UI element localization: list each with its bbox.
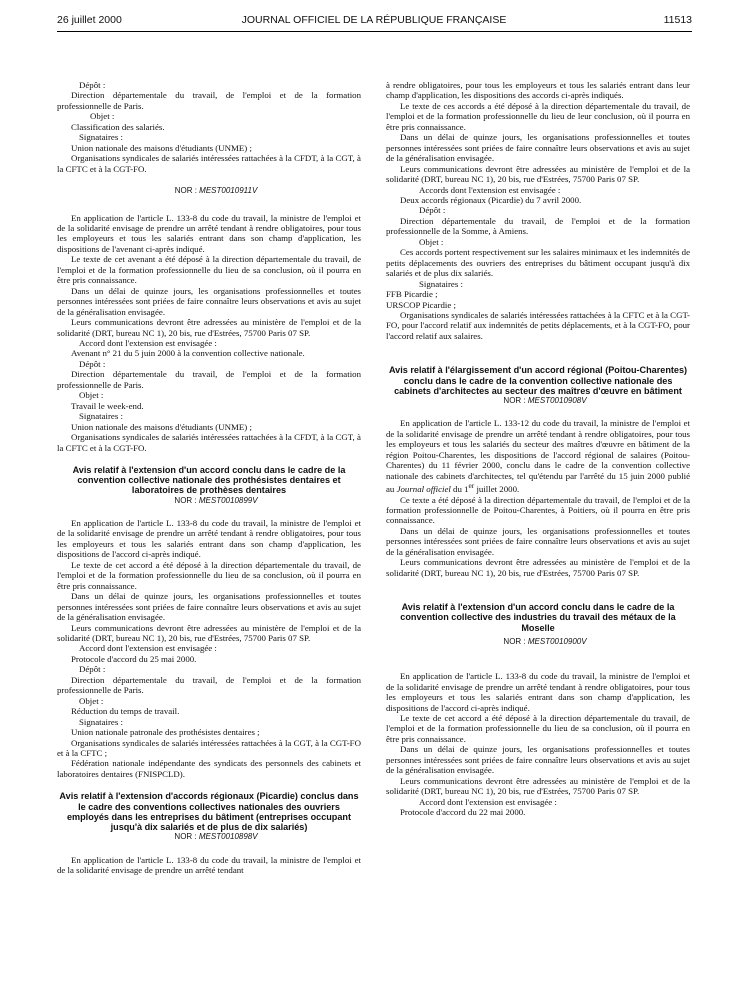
nor-code: MEST0010900V [527,636,587,646]
label-signataires: Signataires : [79,716,123,727]
body-paragraph: Leurs communications devront être adressées au ministère de l'emploi et de la solidarité (DRT, bureau NC 1), 20 bis, rue d'Estrées, 75700 Paris 07 SP. [386,775,690,797]
body-paragraph: Le texte de cet avenant a été déposé à la direction départementale du travail, de l'emploi et de la formation professionnelle du lieu de sa conclusion, où il pourra en être pris connaissance. [57,254,361,286]
nor-code: MEST0010899V [198,495,258,505]
depot-text: Direction départementale du travail, de l'emploi et de la formation professionnelle de Paris. [57,369,361,390]
nor-code: MEST0010911V [199,186,258,196]
nor-code: MEST0010898V [198,832,258,842]
accord-text: Avenant n° 21 du 5 juin 2000 à la convention collective nationale. [71,348,305,359]
signataire-item: URSCOP Picardie ; [386,299,456,310]
body-paragraph: Dans un délai de quinze jours, les organisations professionnelles et toutes personnes intéressées sont priées de faire connaître leurs observations et avis au sujet de la généralisation envisagée. [57,591,361,623]
body-paragraph: Dans un délai de quinze jours, les organisations professionnelles et toutes personnes intéressées sont priées de faire connaître leurs observations et avis au sujet de la généralisation envisagée. [386,525,690,557]
accord-text: Deux accords régionaux (Picardie) du 7 avril 2000. [400,194,582,205]
accord-text: Protocole d'accord du 22 mai 2000. [400,807,526,818]
nor-reference [57,186,361,196]
body-paragraph: Ce texte a été déposé à la direction départementale du travail, de l'emploi et de la formation professionnelle de Poitou-Charentes, à Poitiers, où il pourra en être pris connaissance. [386,494,690,526]
nor-label: NOR : [174,186,200,196]
body-text: En application de l'article L. 133-12 du code du travail, la ministre de l'emploi et de la solidarité envisage de prendre un arrêté tendant à rendre obligatoires, pour tous les employeurs et tous les salariés du secteur des maîtres d'œuvre en bâtiment de la région Poitou-Charentes, les dispositions de l'accord régional de salaires (Poitou-Charentes) du 11 février 2000, conclu dans le cadre de la convention collective nationale des cabinets d'architectes, tel qu'étendu par l'arrêté du 15 juin 2000 publié au [386,418,690,495]
nor-reference [386,396,690,406]
body-text: du 1 [450,484,469,495]
objet-text: Classification des salariés. [71,121,165,132]
label-signataires: Signataires : [79,132,123,143]
label-objet: Objet : [419,236,444,247]
depot-text: Direction départementale du travail, de l'emploi et de la formation professionnelle de Paris. [57,90,361,111]
label-objet: Objet : [79,390,104,401]
section-heading: Avis relatif à l'extension d'un accord conclu dans le cadre de la convention collective nationale des prothésistes dentaires et laboratoires de prothèses dentaires [72,464,346,496]
body-paragraph: à rendre obligatoires, pour tous les employeurs et tous les salariés entrant dans leur champ d'application, les dispositions des accords ci-après indiqués. [386,80,690,101]
label-depot: Dépôt : [79,80,106,90]
body-paragraph: Leurs communications devront être adressées au ministère de l'emploi et de la solidarité (DRT, bureau NC 1), 20 bis, rue d'Estrées, 75700 Paris 07 SP. [386,557,690,578]
body-paragraph: Leurs communications devront être adressées au ministère de l'emploi et de la solidarité (DRT, bureau NC 1), 20 bis, rue d'Estrées, 75700 Paris 07 SP. [57,622,361,643]
journal-title: JOURNAL OFFICIEL DE LA RÉPUBLIQUE FRANÇAISE [241,14,507,26]
nor-reference [57,496,361,506]
body-paragraph: Dans un délai de quinze jours, les organisations professionnelles et toutes personnes intéressées sont priées de faire connaître leurs observations et avis au sujet de la généralisation envisagée. [386,132,690,164]
nor-reference [386,637,690,647]
body-paragraph: Leurs communications devront être adressées au ministère de l'emploi et de la solidarité (DRT, bureau NC 1), 20 bis, rue d'Estrées, 75700 Paris 07 SP. [57,317,361,338]
body-paragraph: Le texte de ces accords a été déposé à la direction départementale du travail, de l'emploi et de la formation professionnelle du lieu de leur conclusion, où il pourra en être pris connaissance. [386,100,690,132]
nor-reference [57,832,361,842]
signataire-item: Union nationale des maisons d'étudiants (UNME) ; [71,142,252,153]
nor-label: NOR : [503,636,528,646]
left-column [57,80,361,876]
body-paragraph: En application de l'article L. 133-8 du code du travail, la ministre de l'emploi et de la solidarité envisage de prendre un arrêté tendant [57,854,361,876]
label-accord: Accords dont l'extension est envisagée : [419,184,561,195]
nor-code: MEST0010908V [527,395,587,405]
body-paragraph: Le texte de cet accord a été déposé à la direction départementale du travail, de l'emploi et de la formation professionnelle du lieu de sa conclusion, où il pourra en être pris connaissance. [386,713,690,744]
label-accord: Accord dont l'extension est envisagée : [79,337,217,348]
page-number: 11513 [663,14,692,26]
signataire-item: FFB Picardie ; [386,289,438,300]
label-depot: Dépôt : [419,205,446,216]
body-text: juillet 2000. [474,484,520,495]
accord-text: Protocole d'accord du 25 mai 2000. [71,653,197,664]
body-paragraph: Dans un délai de quinze jours, les organisations professionnelles et toutes personnes intéressées sont priées de faire connaître leurs observations et avis au sujet de la généralisation envisagée. [57,285,361,317]
body-paragraph: Dans un délai de quinze jours, les organisations professionnelles et toutes personnes intéressées sont priées de faire connaître leurs observations et avis au sujet de la généralisation envisagée. [386,744,690,776]
body-paragraph: En application de l'article L. 133-8 du code du travail, la ministre de l'emploi et de la solidarité envisage de prendre un arrêté tendant à rendre obligatoires, pour tous les employeurs et tous les salariés entrant dans son champ d'application, les dispositions de l'accord ci-après indiqué. [57,518,361,560]
nor-label: NOR : [174,832,199,842]
signataire-item: Union nationale patronale des prothésistes dentaires ; [71,727,260,738]
objet-text: Ces accords portent respectivement sur les salaires minimaux et les indemnités de petits déplacements des ouvriers des entreprises du bâtiment occupant jusqu'à dix salariés et de plus dix salariés. [386,247,690,279]
nor-label: NOR : [174,495,199,505]
nor-label: NOR : [503,395,528,405]
body-paragraph: En application de l'article L. 133-8 du code du travail, la ministre de l'emploi et de la solidarité envisage de prendre un arrêté tendant à rendre obligatoires, pour tous les employeurs et tous les salariés entrant dans son champ d'application, les dispositions de l'avenant ci-après indiqué. [57,212,361,254]
body-paragraph [386,418,690,494]
section-heading: Avis relatif à l'extension d'un accord conclu dans le cadre de la convention collective des industries du travail des métaux de la Moselle [400,602,676,633]
body-paragraph: En application de l'article L. 133-8 du code du travail, la ministre de l'emploi et de la solidarité envisage de prendre un arrêté tendant à rendre obligatoires, pour tous les employeurs et tous les salariés entrant dans son champ d'application, les dispositions de l'accord ci-après indiqué. [386,671,690,713]
body-paragraph: Leurs communications devront être adressées au ministère de l'emploi et de la solidarité (DRT, bureau NC 1), 20 bis, rue d'Estrées, 75700 Paris 07 SP. [386,163,690,185]
page-date: 26 juillet 2000 [57,14,122,26]
section-heading: Avis relatif à l'extension d'accords régionaux (Picardie) conclus dans le cadre des conventions collectives nationales des ouvriers employés dans les entreprises du bâtiment (entreprises occupant jusqu'à dix salariés et de plus de dix salariés) [59,791,359,832]
journal-officiel-ref: Journal officiel [396,484,451,495]
header-rule [57,31,692,32]
label-signataires: Signataires : [419,278,463,289]
label-accord: Accord dont l'extension est envisagée : [419,796,557,807]
label-objet: Objet : [79,695,104,706]
label-depot: Dépôt : [79,664,106,675]
depot-text: Direction départementale du travail, de l'emploi et de la formation professionnelle de la Somme, à Amiens. [386,215,690,237]
signataire-item: Organisations syndicales de salariés intéressées rattachées à la CGT, à la CGT-FO et à la CFTC ; [57,737,361,758]
signataire-item: Fédération nationale indépendante des syndicats des personnels des cabinets et laboratoires dentaires (FNISPCLD). [57,758,361,779]
signataire-item: Organisations syndicales de salariés intéressées rattachées à la CFDT, à la CGT, à la CFTC et à la CGT-FO. [57,432,361,453]
label-objet: Objet : [90,111,115,122]
right-column [386,80,690,818]
depot-text: Direction départementale du travail, de l'emploi et de la formation professionnelle de Paris. [57,674,361,696]
section-heading: Avis relatif à l'élargissement d'un accord régional (Poitou-Charentes) conclu dans le cadre de la convention collective nationale des cabinets d'architectes au secteur des maîtres d'œuvre en bâtiment [388,365,688,396]
objet-text: Réduction du temps de travail. [71,706,180,717]
superscript: er [468,481,475,491]
signataire-item: Organisations syndicales de salariés intéressées rattachées à la CFDT, à la CGT, à la CFTC et à la CGT-FO. [57,153,361,174]
label-depot: Dépôt : [79,358,106,369]
signataire-item: Organisations syndicales de salariés intéressées rattachées à la CFTC et à la CGT-FO, pour l'accord relatif aux indemnités de petits déplacements, et à la CGT-FO, pour l'accord relatif aux salaires. [386,309,690,341]
objet-text: Travail le week-end. [71,400,144,411]
body-paragraph: Le texte de cet accord a été déposé à la direction départementale du travail, de l'emploi et de la formation professionnelle du lieu de sa conclusion, où il pourra en être pris connaissance. [57,559,361,591]
signataire-item: Union nationale des maisons d'étudiants (UNME) ; [71,421,252,432]
label-accord: Accord dont l'extension est envisagée : [79,643,217,654]
label-signataires: Signataires : [79,411,123,422]
